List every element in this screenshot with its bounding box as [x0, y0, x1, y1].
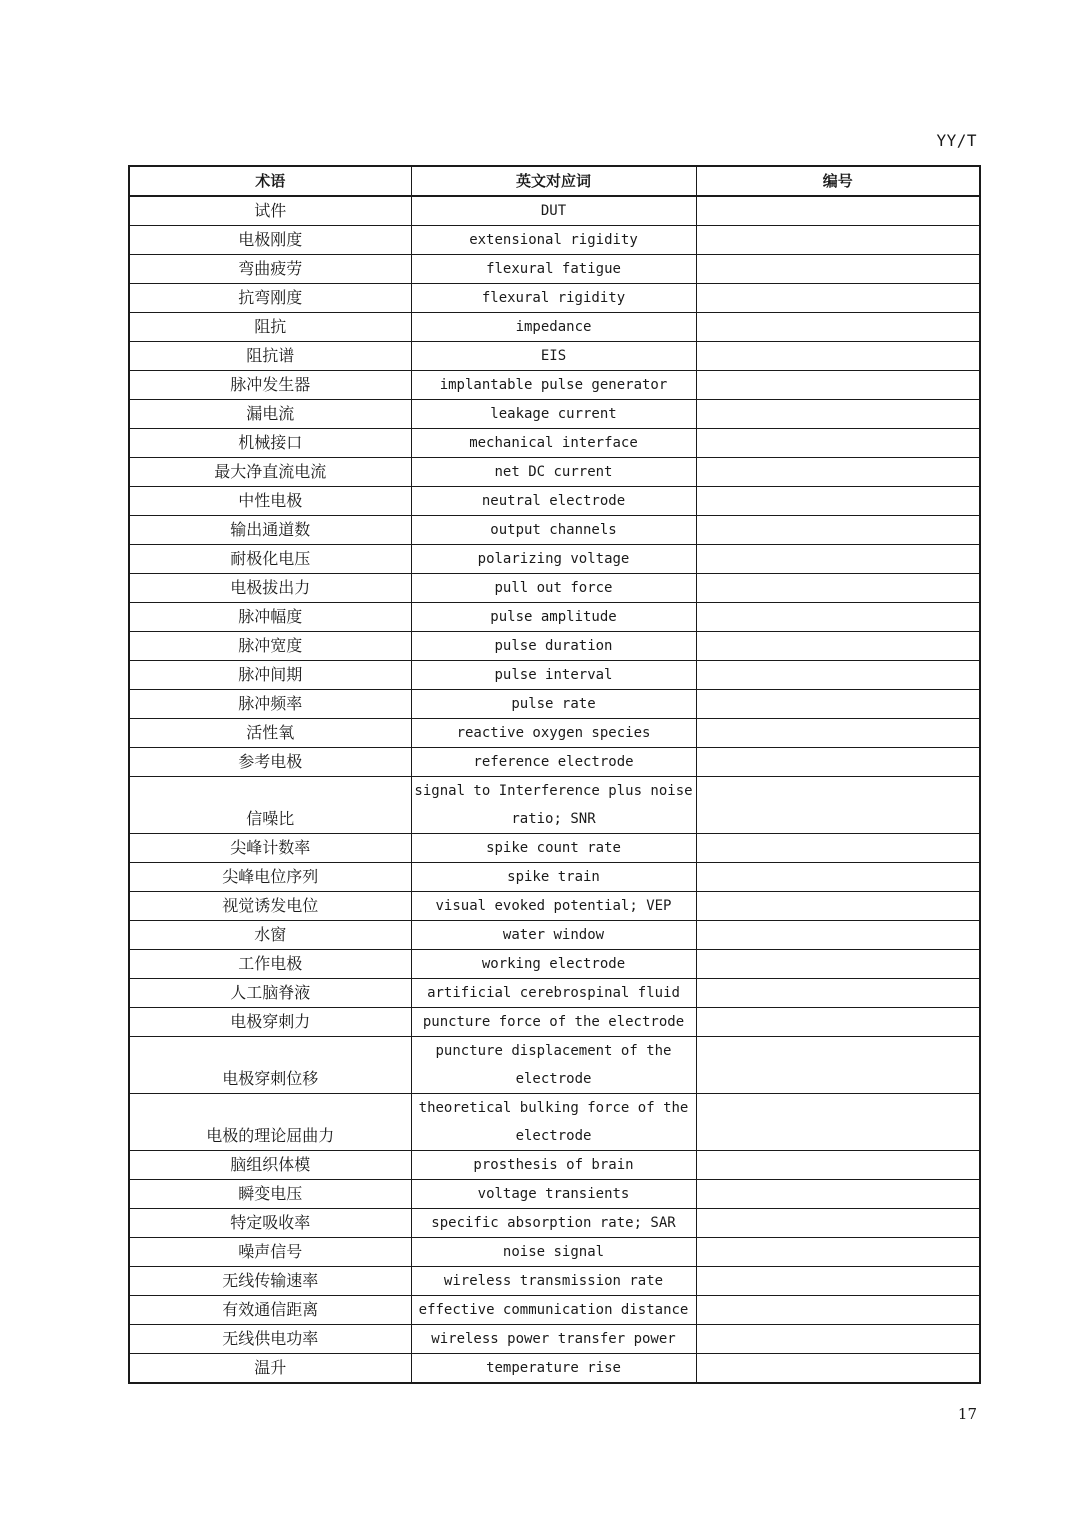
- term-cell: 瞬变电压: [129, 1180, 411, 1209]
- english-cell: pulse interval: [411, 661, 696, 690]
- table-row: [129, 661, 980, 690]
- term-cell: 脑组织体模: [129, 1151, 411, 1180]
- table-row: [129, 632, 980, 661]
- number-cell: [696, 719, 980, 748]
- term-cell: 电极穿刺位移: [129, 1037, 411, 1094]
- table-row: [129, 284, 980, 313]
- number-cell: [696, 1238, 980, 1267]
- term-cell: 尖峰电位序列: [129, 863, 411, 892]
- table-row: [129, 545, 980, 574]
- number-cell: [696, 690, 980, 719]
- english-cell: working electrode: [411, 950, 696, 979]
- number-cell: [696, 1094, 980, 1151]
- number-cell: [696, 603, 980, 632]
- english-cell: pulse duration: [411, 632, 696, 661]
- term-cell: 有效通信距离: [129, 1296, 411, 1325]
- table-row: [129, 979, 980, 1008]
- table-row: [129, 226, 980, 255]
- english-cell: voltage transients: [411, 1180, 696, 1209]
- table-row: [129, 863, 980, 892]
- number-cell: [696, 371, 980, 400]
- number-cell: [696, 284, 980, 313]
- english-cell: net DC current: [411, 458, 696, 487]
- number-cell: [696, 1209, 980, 1238]
- table-row: [129, 1267, 980, 1296]
- number-cell: [696, 1008, 980, 1037]
- number-cell: [696, 342, 980, 371]
- table-header: [129, 166, 980, 196]
- term-cell: 输出通道数: [129, 516, 411, 545]
- term-cell: 特定吸收率: [129, 1209, 411, 1238]
- table-row: [129, 1296, 980, 1325]
- standard-code: YY/T: [936, 131, 977, 150]
- english-cell: prosthesis of brain: [411, 1151, 696, 1180]
- term-cell: 阻抗: [129, 313, 411, 342]
- table-row: [129, 892, 980, 921]
- english-cell: flexural rigidity: [411, 284, 696, 313]
- number-cell: [696, 458, 980, 487]
- english-cell: extensional rigidity: [411, 226, 696, 255]
- english-cell: pulse amplitude: [411, 603, 696, 632]
- table-row: [129, 921, 980, 950]
- table-row: [129, 1094, 980, 1151]
- english-cell: leakage current: [411, 400, 696, 429]
- number-cell: [696, 777, 980, 834]
- term-cell: 噪声信号: [129, 1238, 411, 1267]
- table-row: [129, 313, 980, 342]
- page-number: 17: [957, 1405, 977, 1423]
- table-row: [129, 748, 980, 777]
- term-cell: 机械接口: [129, 429, 411, 458]
- term-cell: 最大净直流电流: [129, 458, 411, 487]
- number-cell: [696, 574, 980, 603]
- number-cell: [696, 1267, 980, 1296]
- term-cell: 参考电极: [129, 748, 411, 777]
- english-cell: spike count rate: [411, 834, 696, 863]
- english-cell: reactive oxygen species: [411, 719, 696, 748]
- english-cell: effective communication distance: [411, 1296, 696, 1325]
- term-cell: 抗弯刚度: [129, 284, 411, 313]
- term-cell: 信噪比: [129, 777, 411, 834]
- term-cell: 温升: [129, 1354, 411, 1384]
- term-cell: 电极的理论屈曲力: [129, 1094, 411, 1151]
- number-cell: [696, 863, 980, 892]
- term-cell: 无线传输速率: [129, 1267, 411, 1296]
- term-cell: 水窗: [129, 921, 411, 950]
- english-cell: specific absorption rate; SAR: [411, 1209, 696, 1238]
- term-cell: 脉冲幅度: [129, 603, 411, 632]
- table-row: [129, 429, 980, 458]
- number-cell: [696, 921, 980, 950]
- table-row: [129, 458, 980, 487]
- number-cell: [696, 979, 980, 1008]
- term-cell: 弯曲疲劳: [129, 255, 411, 284]
- table-row: [129, 1325, 980, 1354]
- english-cell: reference electrode: [411, 748, 696, 777]
- number-cell: [696, 196, 980, 226]
- table-row: [129, 719, 980, 748]
- number-cell: [696, 545, 980, 574]
- table-row: [129, 1008, 980, 1037]
- term-cell: 人工脑脊液: [129, 979, 411, 1008]
- english-cell: flexural fatigue: [411, 255, 696, 284]
- table-row: [129, 574, 980, 603]
- header-english: 英文对应词: [411, 166, 696, 196]
- number-cell: [696, 661, 980, 690]
- number-cell: [696, 1180, 980, 1209]
- number-cell: [696, 834, 980, 863]
- number-cell: [696, 226, 980, 255]
- table-row: [129, 603, 980, 632]
- number-cell: [696, 950, 980, 979]
- english-cell: DUT: [411, 196, 696, 226]
- english-cell: spike train: [411, 863, 696, 892]
- table-body: [129, 196, 980, 1383]
- term-cell: 漏电流: [129, 400, 411, 429]
- term-cell: 电极刚度: [129, 226, 411, 255]
- english-cell: puncture displacement of the electrode: [411, 1037, 696, 1094]
- table-row: [129, 950, 980, 979]
- term-cell: 工作电极: [129, 950, 411, 979]
- english-cell: pulse rate: [411, 690, 696, 719]
- header-number: 编号: [696, 166, 980, 196]
- terms-table: [128, 165, 981, 1384]
- number-cell: [696, 1151, 980, 1180]
- number-cell: [696, 487, 980, 516]
- number-cell: [696, 313, 980, 342]
- header-term: 术语: [129, 166, 411, 196]
- table-row: [129, 1151, 980, 1180]
- english-cell: puncture force of the electrode: [411, 1008, 696, 1037]
- number-cell: [696, 748, 980, 777]
- english-cell: temperature rise: [411, 1354, 696, 1384]
- english-cell: pull out force: [411, 574, 696, 603]
- table-row: [129, 400, 980, 429]
- term-cell: 无线供电功率: [129, 1325, 411, 1354]
- english-cell: wireless transmission rate: [411, 1267, 696, 1296]
- number-cell: [696, 1354, 980, 1384]
- number-cell: [696, 255, 980, 284]
- english-cell: visual evoked potential; VEP: [411, 892, 696, 921]
- table-row: [129, 371, 980, 400]
- table-row: [129, 777, 980, 834]
- table-row: [129, 487, 980, 516]
- english-cell: impedance: [411, 313, 696, 342]
- english-cell: neutral electrode: [411, 487, 696, 516]
- term-cell: 耐极化电压: [129, 545, 411, 574]
- table-row: [129, 1238, 980, 1267]
- header-row: [129, 166, 980, 196]
- term-cell: 电极穿刺力: [129, 1008, 411, 1037]
- table-row: [129, 516, 980, 545]
- term-cell: 试件: [129, 196, 411, 226]
- english-cell: polarizing voltage: [411, 545, 696, 574]
- table-row: [129, 690, 980, 719]
- term-cell: 电极拔出力: [129, 574, 411, 603]
- number-cell: [696, 892, 980, 921]
- term-cell: 尖峰计数率: [129, 834, 411, 863]
- table-row: [129, 255, 980, 284]
- number-cell: [696, 1037, 980, 1094]
- term-cell: 视觉诱发电位: [129, 892, 411, 921]
- table-row: [129, 1209, 980, 1238]
- number-cell: [696, 1296, 980, 1325]
- table-row: [129, 1180, 980, 1209]
- term-cell: 脉冲宽度: [129, 632, 411, 661]
- english-cell: noise signal: [411, 1238, 696, 1267]
- number-cell: [696, 632, 980, 661]
- english-cell: water window: [411, 921, 696, 950]
- english-cell: mechanical interface: [411, 429, 696, 458]
- table-row: [129, 834, 980, 863]
- number-cell: [696, 400, 980, 429]
- term-cell: 活性氧: [129, 719, 411, 748]
- english-cell: theoretical bulking force of the electrode: [411, 1094, 696, 1151]
- table-row: [129, 1354, 980, 1384]
- number-cell: [696, 1325, 980, 1354]
- table-row: [129, 196, 980, 226]
- english-cell: output channels: [411, 516, 696, 545]
- english-cell: artificial cerebrospinal fluid: [411, 979, 696, 1008]
- english-cell: wireless power transfer power: [411, 1325, 696, 1354]
- english-cell: EIS: [411, 342, 696, 371]
- term-cell: 阻抗谱: [129, 342, 411, 371]
- english-cell: signal to Interference plus noise ratio; SNR: [411, 777, 696, 834]
- term-cell: 中性电极: [129, 487, 411, 516]
- number-cell: [696, 516, 980, 545]
- table-row: [129, 1037, 980, 1094]
- term-cell: 脉冲频率: [129, 690, 411, 719]
- table-row: [129, 342, 980, 371]
- term-cell: 脉冲发生器: [129, 371, 411, 400]
- term-cell: 脉冲间期: [129, 661, 411, 690]
- english-cell: implantable pulse generator: [411, 371, 696, 400]
- number-cell: [696, 429, 980, 458]
